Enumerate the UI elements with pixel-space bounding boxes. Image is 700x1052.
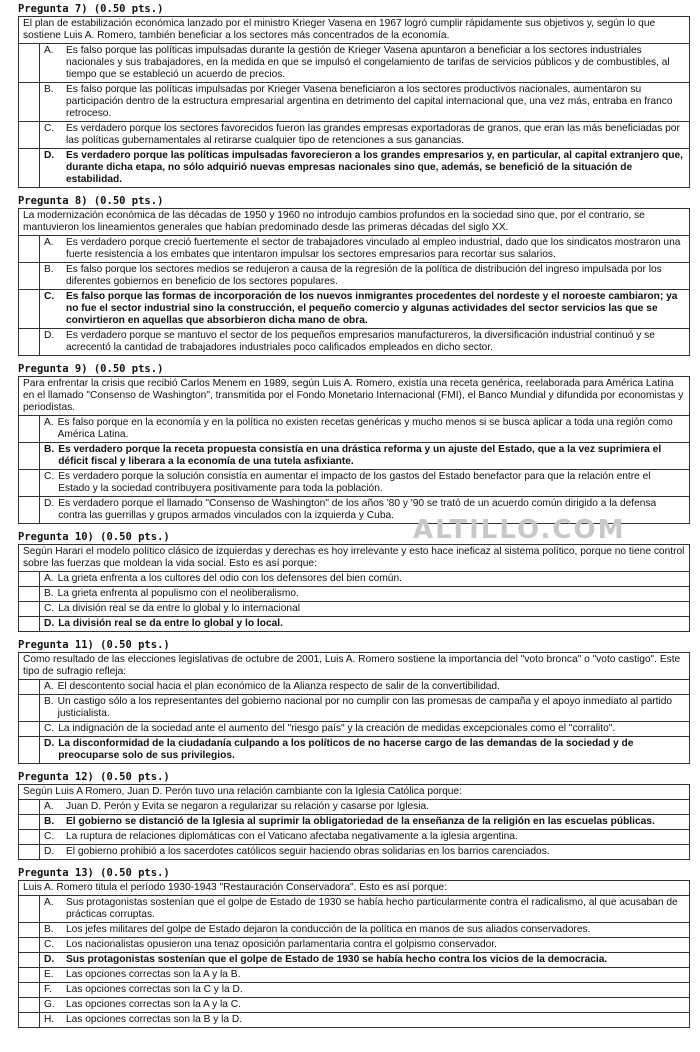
option-e[interactable] xyxy=(19,967,689,982)
option-d[interactable] xyxy=(19,328,689,355)
option-text: La grieta enfrenta a los cultores del odio con los defensores del bien común. xyxy=(57,573,402,584)
option-letter: A. xyxy=(44,573,54,584)
question-header: Pregunta 10) (0.50 pts.) xyxy=(18,531,170,543)
question-10 xyxy=(18,531,690,632)
question-box xyxy=(18,880,690,1028)
option-c[interactable] xyxy=(19,829,689,844)
question-header: Pregunta 11) (0.50 pts.) xyxy=(18,639,170,651)
question-box xyxy=(18,784,690,860)
option-text: Es verdadero porque la receta propuesta consistía en una drástica reforma y un ajuste del Estado, que a la vez suprimiera el déficit fiscal y liberara a la economía de una tutela asfixiante. xyxy=(58,444,662,467)
option-text: Sus protagonistas sostenían que el golpe de Estado de 1930 se había hecho particularmente contra el radicalismo, al que acusaban de prácticas corruptas. xyxy=(66,897,678,920)
option-letter: B. xyxy=(44,816,55,827)
option-c[interactable] xyxy=(19,721,689,736)
option-letter: D. xyxy=(44,846,55,857)
option-text: El descontento social hacia el plan económico de la Alianza respecto de salir de la convertibilidad. xyxy=(57,681,500,692)
option-letter: C. xyxy=(44,291,55,302)
question-stem: Para enfrentar la crisis que recibió Carlos Menem en 1989, según Luis A. Romero, existía una receta genérica, reelaborada para América Latina en el llamado "Consenso de Washington", transmitida por el Fondo Monetario Internacional (FMI), el Banco Mundial y difundida por economistas y periodistas. xyxy=(23,378,684,413)
option-b[interactable] xyxy=(19,814,689,829)
option-text: Las opciones correctas son la A y la C. xyxy=(66,999,241,1010)
option-d[interactable] xyxy=(19,844,689,859)
option-d[interactable] xyxy=(19,736,689,763)
option-text: Es verdadero porque las políticas impulsadas favorecieron a los grandes empresarios y, en particular, al capital extranjero que, durante dicha etapa, no sólo adquirió nuevas empresas nacionales sino que, además, se benefició de la situación de estabilidad. xyxy=(66,150,683,185)
option-text: Los jefes militares del golpe de Estado dejaron la conducción de la política en manos de sus aliados conservadores. xyxy=(66,924,591,935)
option-text: Es falso porque las formas de incorporación de los nuevos inmigrantes procedentes del nordeste y el noroeste cambiaron; ya no fue el sector industrial sino la construcción, el pequeño comercio y algunas actividades del sector servicios las que se convirtieron en aquellas que absorbieron dicha mano de obra. xyxy=(66,291,678,326)
question-stem: La modernización económica de las décadas de 1950 y 1960 no introdujo cambios profundos en la sociedad sino que, por el contrario, se mantuvieron los lineamientos generales que habían predominado desde las primeras décadas del siglo XX. xyxy=(23,210,645,233)
question-header: Pregunta 8) (0.50 pts.) xyxy=(18,195,164,207)
option-letter: D. xyxy=(44,150,55,161)
option-letter: D. xyxy=(44,618,55,629)
option-a[interactable] xyxy=(19,415,689,442)
option-text: Las opciones correctas son la B y la D. xyxy=(66,1014,243,1025)
question-13 xyxy=(18,867,690,1028)
option-c[interactable] xyxy=(19,121,689,148)
option-letter: A. xyxy=(44,237,54,248)
question-12 xyxy=(18,771,690,860)
question-box xyxy=(18,208,690,356)
option-letter: C. xyxy=(44,831,55,842)
option-letter: C. xyxy=(44,123,55,134)
option-text: La indignación de la sociedad ante el aumento del "riesgo país" y la creación de medidas excepcionales como el "corralito". xyxy=(58,723,616,734)
question-header: Pregunta 13) (0.50 pts.) xyxy=(18,867,170,879)
option-letter: C. xyxy=(44,723,55,734)
option-letter: B. xyxy=(44,588,54,599)
option-letter: A. xyxy=(44,801,54,812)
option-text: Es verdadero porque la solución consistía en aumentar el impacto de los gastos del Estado benefactor para que la relación entre el Estado y la sociedad contribuyera positivamente para toda la población. xyxy=(58,471,651,494)
option-b[interactable] xyxy=(19,442,689,469)
option-a[interactable] xyxy=(19,895,689,922)
option-text: El gobierno prohibió a los sacerdotes católicos seguir haciendo obras solidarias en los barrios carenciados. xyxy=(66,846,550,857)
option-text: Es falso porque las políticas impulsadas durante la gestión de Krieger Vasena apuntaron a beneficiar a los sectores industriales nacionales y sus trabajadores, en la medida en que se impulsó el congelamiento de tarifas de servicios públicos y de combustibles, al tiempo que se estableció un acuerdo de precios. xyxy=(66,45,670,80)
option-a[interactable] xyxy=(19,43,689,82)
option-text: La ruptura de relaciones diplomáticas con el Vaticano afectaba negativamente a la iglesia argentina. xyxy=(66,831,518,842)
option-d[interactable] xyxy=(19,616,689,631)
option-text: La disconformidad de la ciudadanía culpando a los políticos de no hacerse cargo de las demandas de la sociedad y de preocuparse solo de sus privilegios. xyxy=(58,738,634,761)
option-letter: C. xyxy=(44,939,55,950)
option-letter: F. xyxy=(44,984,52,995)
option-text: Es verdadero porque creció fuertemente el sector de trabajadores vinculado al empleo industrial, dado que los sindicatos mostraron una fuerte resistencia a los embates que intentaron impulsar los sectores empresarios para recortar sus salarios. xyxy=(66,237,681,260)
option-letter: B. xyxy=(44,444,55,455)
option-letter: H. xyxy=(44,1014,55,1025)
option-c[interactable] xyxy=(19,601,689,616)
option-text: Las opciones correctas son la A y la B. xyxy=(66,969,241,980)
option-letter: B. xyxy=(44,924,54,935)
question-box xyxy=(18,652,690,764)
option-letter: A. xyxy=(44,45,54,56)
option-a[interactable] xyxy=(19,571,689,586)
question-box xyxy=(18,544,690,632)
option-text: Las opciones correctas son la C y la D. xyxy=(66,984,243,995)
question-11 xyxy=(18,639,690,764)
option-letter: B. xyxy=(44,264,54,275)
question-header: Pregunta 12) (0.50 pts.) xyxy=(18,771,170,783)
option-text: La grieta enfrenta al populismo con el neoliberalismo. xyxy=(57,588,299,599)
option-text: Un castigo sólo a los representantes del gobierno nacional por no cumplir con las promesas de campaña y el apoyo inmediato al partido justicialista. xyxy=(57,696,673,719)
question-box xyxy=(18,376,690,524)
question-stem: El plan de estabilización económica lanzado por el ministro Krieger Vasena en 1967 logró cumplir rápidamente sus objetivos y, según lo que sostiene Luis A. Romero, también beneficiar a los sectores más concentrados de la economía. xyxy=(23,18,656,41)
question-8 xyxy=(18,195,690,356)
option-f[interactable] xyxy=(19,982,689,997)
question-stem: Según Harari el modelo político clásico de izquierdas y derechas es hoy irrelevante y esto hace ineficaz al sistema político, porque no tiene control sobre las fuerzas que moldean la vida social. Esto es así porque: xyxy=(23,546,685,569)
option-b[interactable] xyxy=(19,922,689,937)
option-a[interactable] xyxy=(19,679,689,694)
option-text: Es falso porque las políticas impulsadas por Krieger Vasena beneficiaron a los sectores productivos nacionales, aumentaron su participación dentro de la estructura empresarial argentina en detrimento del capital internacional que, una vez más, entraba en franco retroceso. xyxy=(66,84,673,119)
option-letter: A. xyxy=(44,681,54,692)
option-g[interactable] xyxy=(19,997,689,1012)
option-b[interactable] xyxy=(19,262,689,289)
option-letter: C. xyxy=(44,603,55,614)
question-9 xyxy=(18,363,690,524)
question-header: Pregunta 7) (0.50 pts.) xyxy=(18,3,164,15)
option-letter: E. xyxy=(44,969,54,980)
option-c[interactable] xyxy=(19,937,689,952)
option-text: Juan D. Perón y Evita se negaron a regularizar su relación y casarse por Iglesia. xyxy=(66,801,429,812)
option-d[interactable] xyxy=(19,952,689,967)
option-b[interactable] xyxy=(19,694,689,721)
option-letter: D. xyxy=(44,954,55,965)
option-letter: D. xyxy=(44,498,55,509)
option-text: El gobierno se distanció de la Iglesia al suprimir la obligatoriedad de la enseñanza de la religión en las escuelas públicas. xyxy=(66,816,655,827)
option-letter: C. xyxy=(44,471,55,482)
question-7 xyxy=(18,3,690,188)
option-text: Es falso porque en la economía y en la política no existen recetas genéricas y mucho menos si se busca aplicar a toda una región como América Latina. xyxy=(57,417,673,440)
option-text: Es verdadero porque se mantuvo el sector de los pequeños empresarios manufactureros, la diversificación industrial continuó y se acrecentó la cantidad de trabajadores industriales poco calificados empleados en dicho sector. xyxy=(66,330,655,353)
option-text: Los nacionalistas opusieron una tenaz oposición parlamentaria contra el golpismo conservador. xyxy=(66,939,497,950)
watermark: ALTILLO.COM xyxy=(413,515,626,545)
option-letter: D. xyxy=(44,330,55,341)
option-letter: D. xyxy=(44,738,55,749)
option-letter: A. xyxy=(44,417,54,428)
question-stem: Según Luis A Romero, Juan D. Perón tuvo una relación cambiante con la Iglesia Católica porque: xyxy=(23,786,462,797)
option-c[interactable] xyxy=(19,289,689,328)
option-text: Sus protagonistas sostenían que el golpe de Estado de 1930 se había hecho contra los vicios de la democracia. xyxy=(66,954,608,965)
option-text: La división real se da entre lo global y lo local. xyxy=(58,618,283,629)
option-letter: B. xyxy=(44,84,54,95)
option-text: Es verdadero porque los sectores favorecidos fueron las grandes empresas exportadoras de granos, que eran las más beneficiadas por las políticas gubernamentales al retirarse cualquier tipo de retenciones a sus ganancias. xyxy=(66,123,680,146)
option-letter: B. xyxy=(44,696,54,707)
option-a[interactable] xyxy=(19,799,689,814)
question-stem: Luis A. Romero titula el período 1930-1943 "Restauración Conservadora". Esto es así porque: xyxy=(23,882,448,893)
option-d[interactable] xyxy=(19,148,689,187)
option-a[interactable] xyxy=(19,235,689,262)
option-letter: A. xyxy=(44,897,54,908)
question-stem: Como resultado de las elecciones legislativas de octubre de 2001, Luis A. Romero sostiene la importancia del "voto bronca" o "voto castigo". Este tipo de sufragio refleja: xyxy=(23,654,681,677)
option-text: Es verdadero porque el llamado "Consenso de Washington" de los años '80 y '90 se trató de un acuerdo común dirigido a la defensa contra las guerrillas y grupos armados vinculados con la izquierda y Cuba. xyxy=(58,498,657,521)
option-b[interactable] xyxy=(19,82,689,121)
option-c[interactable] xyxy=(19,469,689,496)
question-header: Pregunta 9) (0.50 pts.) xyxy=(18,363,164,375)
option-letter: G. xyxy=(44,999,55,1010)
option-text: La división real se da entre lo global y lo internacional xyxy=(58,603,301,614)
question-box xyxy=(18,16,690,188)
option-b[interactable] xyxy=(19,586,689,601)
option-text: Es falso porque los sectores medios se redujeron a causa de la regresión de la política de distribución del ingreso impulsada por los diferentes gobiernos en beneficio de los sectores populares. xyxy=(66,264,662,287)
option-h[interactable] xyxy=(19,1012,689,1027)
